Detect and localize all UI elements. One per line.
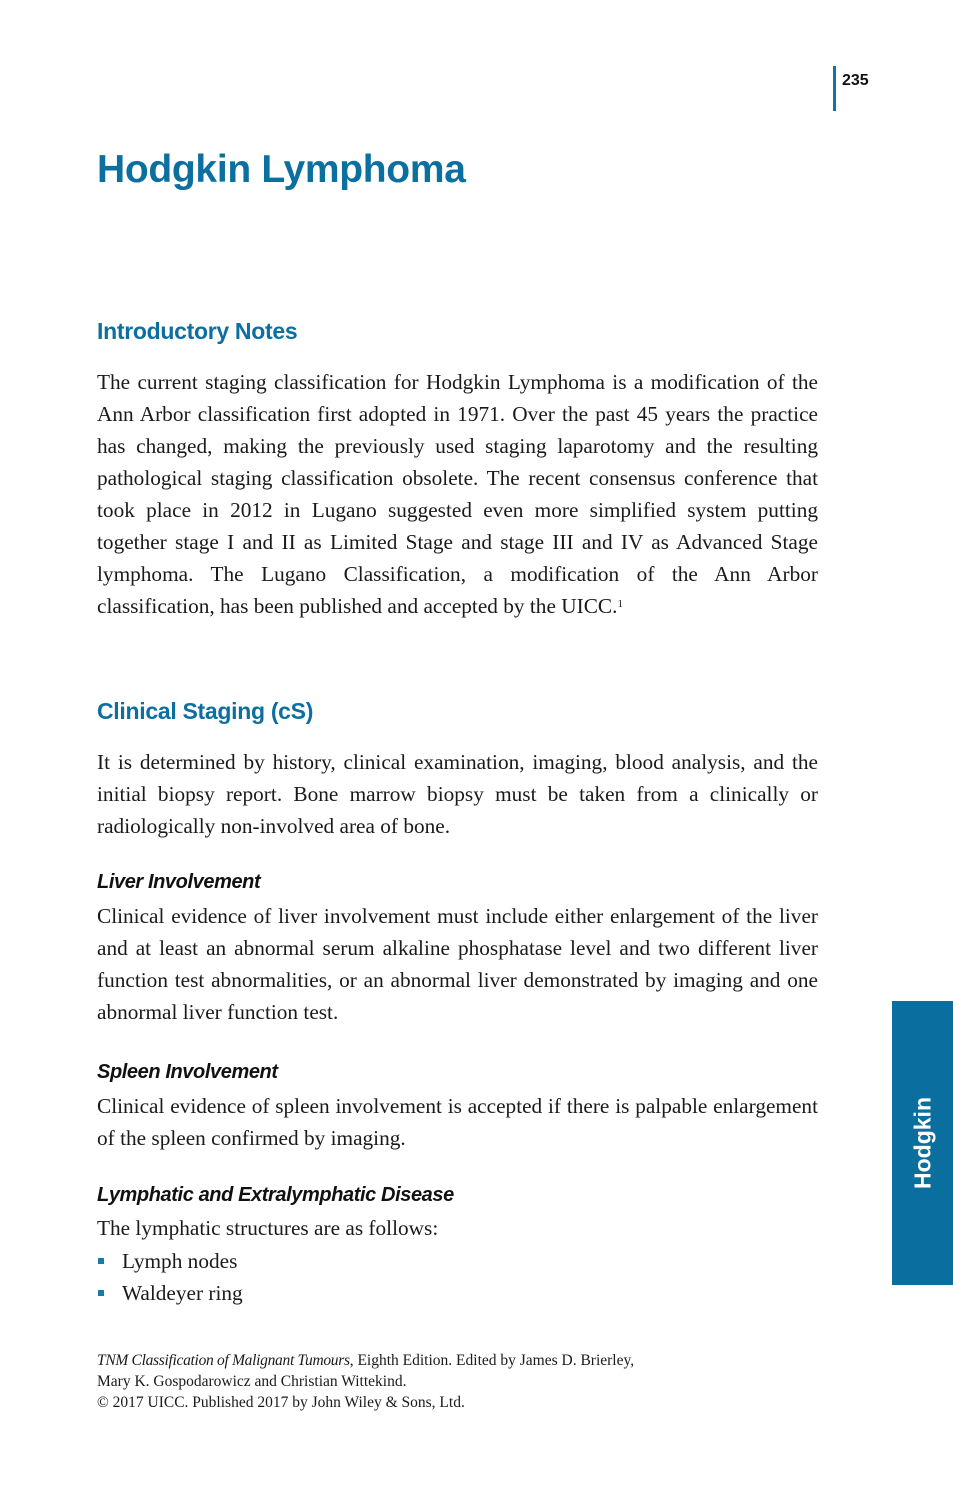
chapter-title: Hodgkin Lymphoma	[97, 148, 466, 191]
liver-heading: Liver Involvement	[97, 871, 261, 893]
page-number: 235	[842, 72, 869, 89]
lymphatic-structures-list	[97, 1245, 243, 1309]
copyright-footer	[97, 1350, 634, 1413]
clinical-staging-heading: Clinical Staging (cS)	[97, 698, 314, 724]
chapter-thumb-tab-label: Hodgkin	[909, 1097, 935, 1189]
lymphatic-intro: The lymphatic structures are as follows:	[97, 1216, 439, 1240]
list-item: Waldeyer ring	[97, 1277, 243, 1309]
intro-paragraph	[97, 366, 818, 622]
spleen-heading: Spleen Involvement	[97, 1061, 278, 1083]
chapter-thumb-tab[interactable]	[892, 1001, 953, 1285]
footer-line-1: TNM Classification of Malignant Tumours, Eighth Edition. Edited by James D. Brierley,	[97, 1352, 635, 1369]
square-bullet-icon	[98, 1258, 104, 1264]
intro-text: The current staging classification for Hodgkin Lymphoma is a modification of the Ann Arbor classification first adopted in 1971. Over the past 45 years the practice has changed, making the previously used staging laparotomy and the resulting pathological staging classification obsolete. The recent consensus conference that took place in 2012 in Lugano suggested even more simplified system putting together stage I and II as Limited Stage and stage III and IV as Advanced Stage lymphoma. The Lugano Classification, a modification of the Ann Arbor classification, has been published and accepted by the UICC.	[97, 370, 818, 618]
list-item: Lymph nodes	[97, 1245, 243, 1277]
spleen-paragraph: Clinical evidence of spleen involvement is accepted if there is palpable enlargement of the spleen confirmed by imaging.	[97, 1094, 818, 1150]
square-bullet-icon	[98, 1290, 104, 1296]
footer-line-2: Mary K. Gospodarowicz and Christian Wittekind.	[97, 1373, 407, 1390]
lymphatic-heading: Lymphatic and Extralymphatic Disease	[97, 1184, 454, 1206]
page-number-rule	[833, 66, 836, 111]
book-title: TNM Classification of Malignant Tumours	[97, 1352, 350, 1369]
clinical-staging-paragraph: It is determined by history, clinical examination, imaging, blood analysis, and the initial biopsy report. Bone marrow biopsy must be taken from a clinically or radiologically non-involved area of bone.	[97, 750, 818, 838]
footnote-ref[interactable]: 1	[617, 598, 623, 610]
footer-line-3: © 2017 UICC. Published 2017 by John Wiley & Sons, Ltd.	[97, 1394, 465, 1411]
intro-heading: Introductory Notes	[97, 318, 298, 344]
liver-paragraph: Clinical evidence of liver involvement must include either enlargement of the liver and at least an abnormal serum alkaline phosphatase level and two different liver function test abnormalities, or an abnormal liver demonstrated by imaging and one abnormal liver function test.	[97, 904, 818, 1024]
